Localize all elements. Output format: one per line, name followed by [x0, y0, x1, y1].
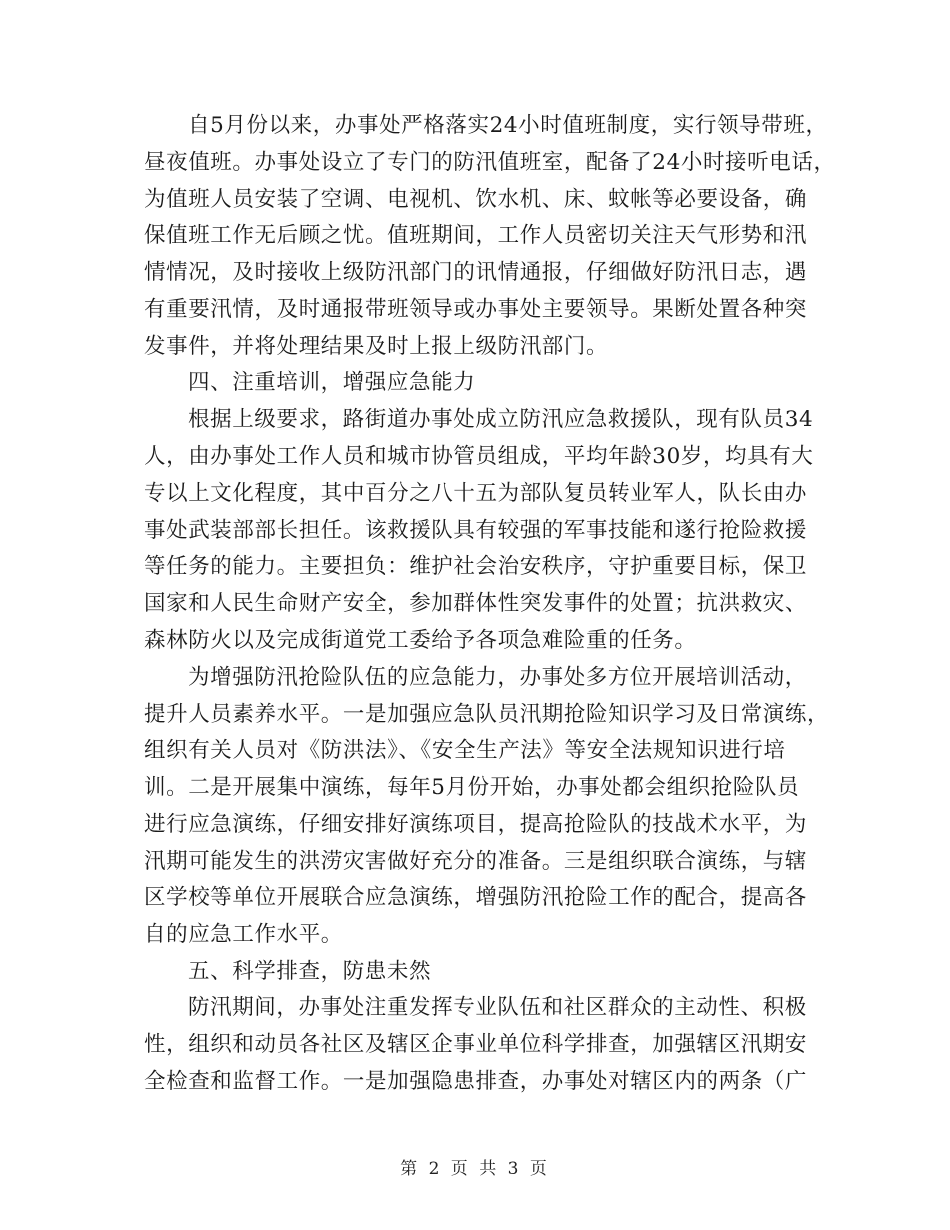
- paragraph-line: 训。二是开展集中演练，每年5月份开始，办事处都会组织抢险队员: [144, 775, 800, 800]
- paragraph-line: 提升人员素养水平。一是加强应急队员汛期抢险知识学习及日常演练，: [144, 702, 830, 727]
- paragraph-line: 区学校等单位开展联合应急演练，增强防汛抢险工作的配合，提高各: [144, 885, 808, 910]
- paragraph-line: 国家和人民生命财产安全，参加群体性突发事件的处置；抗洪救灾、: [144, 591, 808, 616]
- section-heading: 四、注重培训，增强应急能力: [188, 370, 476, 395]
- page-footer: 第 2 页 共 3 页: [400, 1159, 550, 1179]
- paragraph-line: 为值班人员安装了空调、电视机、饮水机、床、蚊帐等必要设备，确: [144, 187, 808, 212]
- paragraph-line: 自5月份以来，办事处严格落实24小时值班制度，实行领导带班，: [188, 113, 828, 138]
- paragraph-line: 性，组织和动员各社区及辖区企事业单位科学排查，加强辖区汛期安: [144, 1032, 808, 1057]
- section-heading: 五、科学排查，防患未然: [188, 959, 432, 984]
- paragraph-line: 为增强防汛抢险队伍的应急能力，办事处多方位开展培训活动，: [188, 665, 807, 690]
- paragraph-line: 防汛期间，办事处注重发挥专业队伍和社区群众的主动性、积极: [188, 995, 807, 1020]
- paragraph-line: 组织有关人员对《防洪法》、《安全生产法》等安全法规知识进行培: [144, 738, 786, 763]
- paragraph-line: 发事件，并将处理结果及时上报上级防汛部门。: [144, 334, 609, 359]
- paragraph-line: 保值班工作无后顾之忧。值班期间，工作人员密切关注天气形势和汛: [144, 223, 808, 248]
- paragraph-line: 全检查和监督工作。一是加强隐患排查，办事处对辖区内的两条（广: [144, 1069, 808, 1094]
- paragraph-line: 昼夜值班。办事处设立了专门的防汛值班室，配备了24小时接听电话，: [144, 150, 836, 175]
- paragraph-line: 汛期可能发生的洪涝灾害做好充分的准备。三是组织联合演练，与辖: [144, 849, 808, 874]
- paragraph-line: 事处武装部部长担任。该救援队具有较强的军事技能和遂行抢险救援: [144, 518, 808, 543]
- paragraph-line: 有重要汛情，及时通报带班领导或办事处主要领导。果断处置各种突: [144, 297, 808, 322]
- paragraph-line: 情情况，及时接收上级防汛部门的讯情通报，仔细做好防汛日志，遇: [144, 260, 808, 285]
- paragraph-line: 进行应急演练，仔细安排好演练项目，提高抢险队的技战术水平，为: [144, 812, 808, 837]
- paragraph-line: 专以上文化程度，其中百分之八十五为部队复员转业军人，队长由办: [144, 481, 808, 506]
- paragraph-line: 自的应急工作水平。: [144, 922, 343, 947]
- paragraph-line: 根据上级要求，路街道办事处成立防汛应急救援队，现有队员34: [188, 407, 814, 432]
- paragraph-line: 森林防火以及完成街道党工委给予各项急难险重的任务。: [144, 628, 697, 653]
- paragraph-line: 等任务的能力。主要担负：维护社会治安秩序，守护重要目标，保卫: [144, 554, 808, 579]
- paragraph-line: 人，由办事处工作人员和城市协管员组成，平均年龄30岁，均具有大: [144, 444, 814, 469]
